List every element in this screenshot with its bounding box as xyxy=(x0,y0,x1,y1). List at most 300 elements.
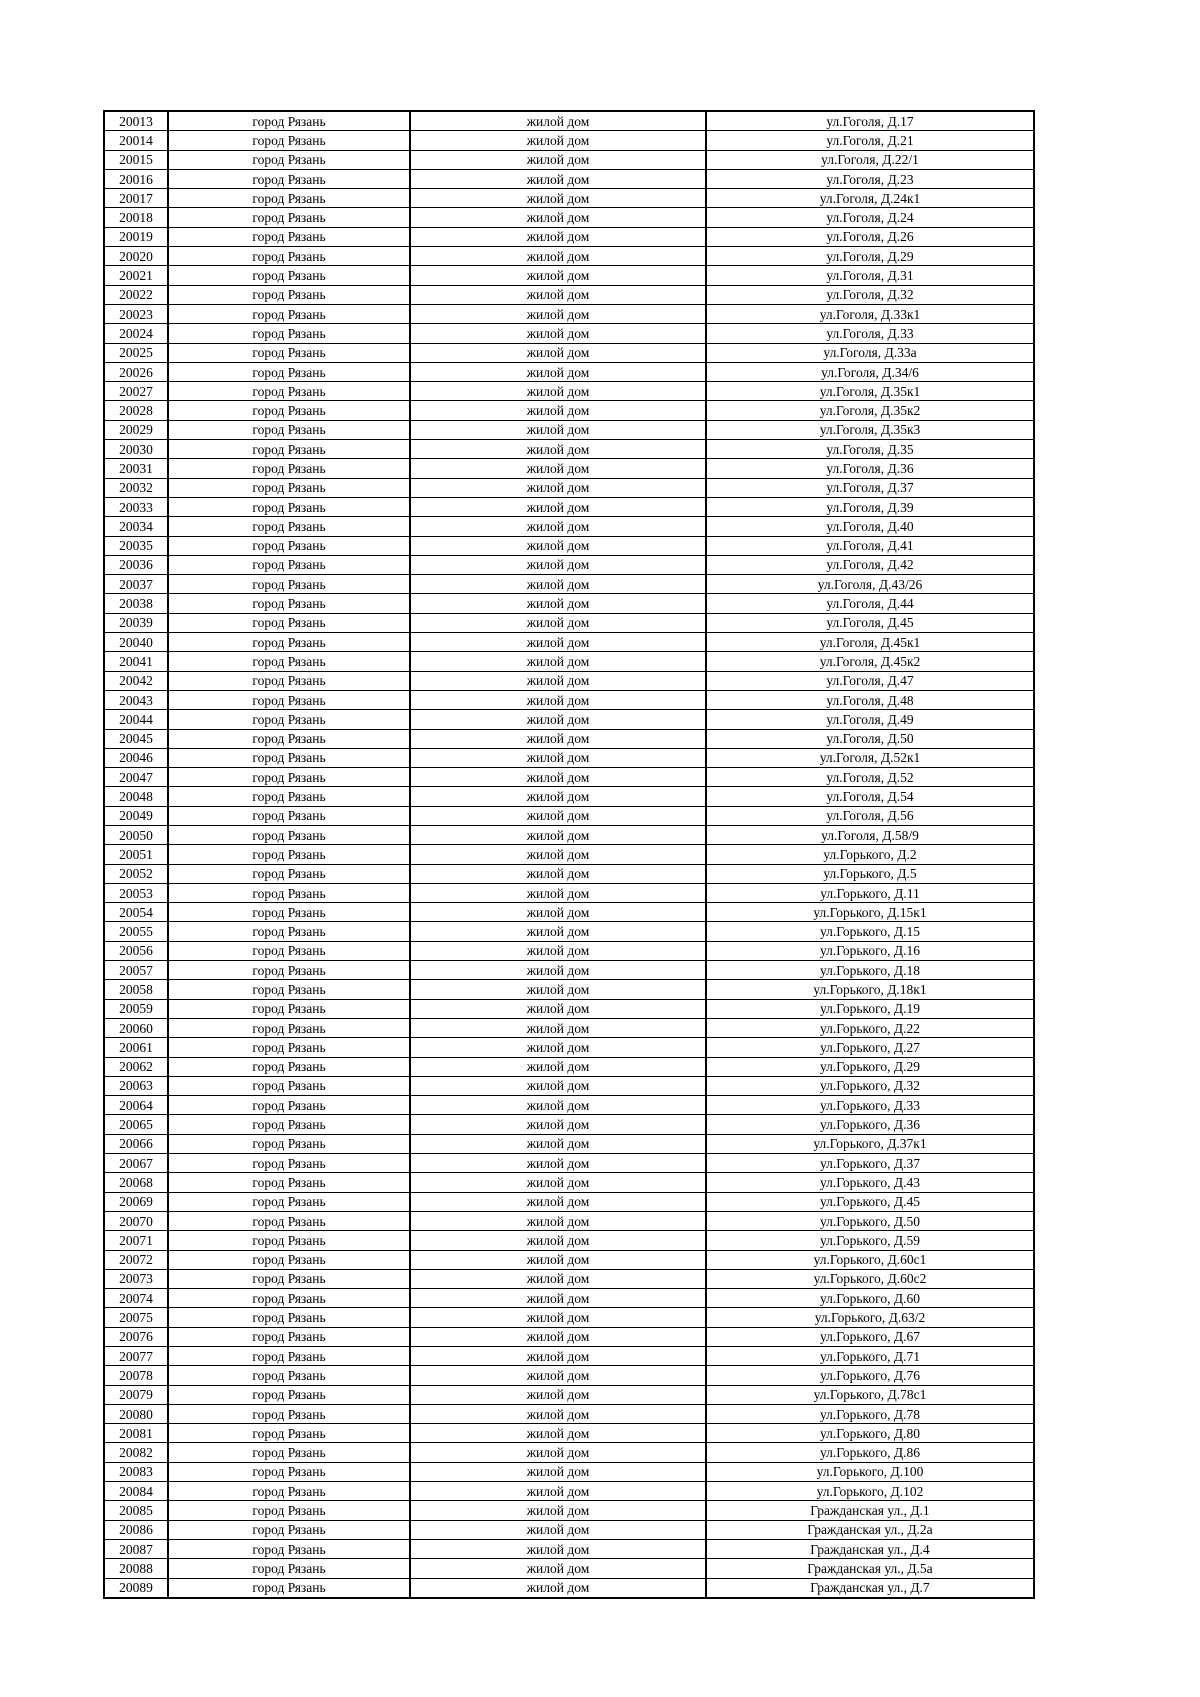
city-cell: город Рязань xyxy=(168,999,410,1018)
building-type-cell: жилой дом xyxy=(410,787,706,806)
record-id-cell: 20013 xyxy=(104,111,168,131)
building-type-cell: жилой дом xyxy=(410,1038,706,1057)
city-cell: город Рязань xyxy=(168,497,410,516)
address-cell: ул.Гоголя, Д.45к1 xyxy=(706,633,1034,652)
record-id-cell: 20079 xyxy=(104,1385,168,1404)
table-row xyxy=(104,883,1034,902)
city-cell: город Рязань xyxy=(168,1038,410,1057)
city-cell: город Рязань xyxy=(168,555,410,574)
table-row xyxy=(104,980,1034,999)
record-id-cell: 20075 xyxy=(104,1308,168,1327)
city-cell: город Рязань xyxy=(168,594,410,613)
table-row xyxy=(104,169,1034,188)
table-row xyxy=(104,285,1034,304)
city-cell: город Рязань xyxy=(168,1076,410,1095)
building-type-cell: жилой дом xyxy=(410,1289,706,1308)
building-type-cell: жилой дом xyxy=(410,1173,706,1192)
table-row xyxy=(104,922,1034,941)
address-cell: Гражданская ул., Д.1 xyxy=(706,1501,1034,1520)
building-type-cell: жилой дом xyxy=(410,690,706,709)
table-row xyxy=(104,401,1034,420)
table-row xyxy=(104,961,1034,980)
address-cell: ул.Гоголя, Д.43/26 xyxy=(706,575,1034,594)
address-cell: ул.Гоголя, Д.35к1 xyxy=(706,382,1034,401)
record-id-cell: 20074 xyxy=(104,1289,168,1308)
address-cell: ул.Горького, Д.15 xyxy=(706,922,1034,941)
registry-table-body xyxy=(104,111,1034,1598)
record-id-cell: 20058 xyxy=(104,980,168,999)
city-cell: город Рязань xyxy=(168,671,410,690)
address-cell: ул.Гоголя, Д.40 xyxy=(706,517,1034,536)
building-type-cell: жилой дом xyxy=(410,517,706,536)
building-type-cell: жилой дом xyxy=(410,1482,706,1501)
table-row xyxy=(104,1211,1034,1230)
address-cell: ул.Гоголя, Д.52к1 xyxy=(706,748,1034,767)
record-id-cell: 20083 xyxy=(104,1462,168,1481)
record-id-cell: 20039 xyxy=(104,613,168,632)
building-type-cell: жилой дом xyxy=(410,652,706,671)
record-id-cell: 20061 xyxy=(104,1038,168,1057)
building-type-cell: жилой дом xyxy=(410,478,706,497)
city-cell: город Рязань xyxy=(168,1134,410,1153)
address-cell: ул.Горького, Д.43 xyxy=(706,1173,1034,1192)
city-cell: город Рязань xyxy=(168,517,410,536)
address-cell: ул.Горького, Д.15к1 xyxy=(706,903,1034,922)
table-row xyxy=(104,497,1034,516)
address-cell: ул.Горького, Д.32 xyxy=(706,1076,1034,1095)
building-type-cell: жилой дом xyxy=(410,420,706,439)
table-row xyxy=(104,652,1034,671)
record-id-cell: 20081 xyxy=(104,1424,168,1443)
building-type-cell: жилой дом xyxy=(410,247,706,266)
record-id-cell: 20054 xyxy=(104,903,168,922)
address-cell: ул.Горького, Д.100 xyxy=(706,1462,1034,1481)
city-cell: город Рязань xyxy=(168,131,410,150)
city-cell: город Рязань xyxy=(168,1211,410,1230)
building-type-cell: жилой дом xyxy=(410,1520,706,1539)
record-id-cell: 20025 xyxy=(104,343,168,362)
table-row xyxy=(104,1559,1034,1578)
record-id-cell: 20068 xyxy=(104,1173,168,1192)
record-id-cell: 20040 xyxy=(104,633,168,652)
address-cell: ул.Горького, Д.16 xyxy=(706,941,1034,960)
city-cell: город Рязань xyxy=(168,266,410,285)
table-row xyxy=(104,1289,1034,1308)
record-id-cell: 20047 xyxy=(104,768,168,787)
address-cell: ул.Гоголя, Д.24 xyxy=(706,208,1034,227)
table-row xyxy=(104,1347,1034,1366)
city-cell: город Рязань xyxy=(168,1462,410,1481)
building-type-cell: жилой дом xyxy=(410,903,706,922)
building-type-cell: жилой дом xyxy=(410,1076,706,1095)
address-cell: ул.Горького, Д.78 xyxy=(706,1404,1034,1423)
table-row xyxy=(104,1501,1034,1520)
record-id-cell: 20016 xyxy=(104,169,168,188)
city-cell: город Рязань xyxy=(168,208,410,227)
address-cell: ул.Гоголя, Д.22/1 xyxy=(706,150,1034,169)
table-row xyxy=(104,343,1034,362)
city-cell: город Рязань xyxy=(168,633,410,652)
building-type-cell: жилой дом xyxy=(410,382,706,401)
building-type-cell: жилой дом xyxy=(410,1385,706,1404)
building-type-cell: жилой дом xyxy=(410,941,706,960)
record-id-cell: 20082 xyxy=(104,1443,168,1462)
table-row xyxy=(104,208,1034,227)
city-cell: город Рязань xyxy=(168,903,410,922)
city-cell: город Рязань xyxy=(168,1404,410,1423)
address-cell: ул.Гоголя, Д.23 xyxy=(706,169,1034,188)
record-id-cell: 20076 xyxy=(104,1327,168,1346)
building-type-cell: жилой дом xyxy=(410,922,706,941)
record-id-cell: 20019 xyxy=(104,227,168,246)
building-type-cell: жилой дом xyxy=(410,555,706,574)
building-type-cell: жилой дом xyxy=(410,1115,706,1134)
record-id-cell: 20021 xyxy=(104,266,168,285)
address-cell: ул.Горького, Д.50 xyxy=(706,1211,1034,1230)
record-id-cell: 20022 xyxy=(104,285,168,304)
record-id-cell: 20032 xyxy=(104,478,168,497)
building-type-cell: жилой дом xyxy=(410,189,706,208)
address-cell: ул.Гоголя, Д.33а xyxy=(706,343,1034,362)
address-cell: ул.Гоголя, Д.26 xyxy=(706,227,1034,246)
record-id-cell: 20048 xyxy=(104,787,168,806)
record-id-cell: 20071 xyxy=(104,1231,168,1250)
city-cell: город Рязань xyxy=(168,1424,410,1443)
city-cell: город Рязань xyxy=(168,710,410,729)
table-row xyxy=(104,382,1034,401)
building-type-cell: жилой дом xyxy=(410,575,706,594)
record-id-cell: 20043 xyxy=(104,690,168,709)
city-cell: город Рязань xyxy=(168,806,410,825)
city-cell: город Рязань xyxy=(168,1482,410,1501)
city-cell: город Рязань xyxy=(168,1154,410,1173)
address-cell: ул.Гоголя, Д.21 xyxy=(706,131,1034,150)
city-cell: город Рязань xyxy=(168,401,410,420)
city-cell: город Рязань xyxy=(168,787,410,806)
city-cell: город Рязань xyxy=(168,941,410,960)
building-type-cell: жилой дом xyxy=(410,1269,706,1288)
record-id-cell: 20017 xyxy=(104,189,168,208)
city-cell: город Рязань xyxy=(168,1018,410,1037)
record-id-cell: 20026 xyxy=(104,362,168,381)
building-type-cell: жилой дом xyxy=(410,613,706,632)
record-id-cell: 20053 xyxy=(104,883,168,902)
record-id-cell: 20080 xyxy=(104,1404,168,1423)
table-row xyxy=(104,1154,1034,1173)
table-row xyxy=(104,227,1034,246)
city-cell: город Рязань xyxy=(168,1192,410,1211)
table-row xyxy=(104,710,1034,729)
city-cell: город Рязань xyxy=(168,1308,410,1327)
table-row xyxy=(104,787,1034,806)
city-cell: город Рязань xyxy=(168,227,410,246)
table-row xyxy=(104,1443,1034,1462)
table-row xyxy=(104,845,1034,864)
table-row xyxy=(104,189,1034,208)
table-row xyxy=(104,594,1034,613)
address-cell: ул.Горького, Д.37 xyxy=(706,1154,1034,1173)
table-row xyxy=(104,1385,1034,1404)
address-cell: ул.Горького, Д.18к1 xyxy=(706,980,1034,999)
city-cell: город Рязань xyxy=(168,1443,410,1462)
city-cell: город Рязань xyxy=(168,883,410,902)
city-cell: город Рязань xyxy=(168,478,410,497)
address-cell: ул.Гоголя, Д.32 xyxy=(706,285,1034,304)
city-cell: город Рязань xyxy=(168,169,410,188)
address-cell: ул.Гоголя, Д.52 xyxy=(706,768,1034,787)
record-id-cell: 20045 xyxy=(104,729,168,748)
table-row xyxy=(104,1231,1034,1250)
city-cell: город Рязань xyxy=(168,729,410,748)
record-id-cell: 20020 xyxy=(104,247,168,266)
record-id-cell: 20062 xyxy=(104,1057,168,1076)
table-row xyxy=(104,1269,1034,1288)
table-row xyxy=(104,478,1034,497)
city-cell: город Рязань xyxy=(168,382,410,401)
record-id-cell: 20070 xyxy=(104,1211,168,1230)
address-cell: ул.Горького, Д.11 xyxy=(706,883,1034,902)
table-row xyxy=(104,768,1034,787)
table-row xyxy=(104,748,1034,767)
table-row xyxy=(104,440,1034,459)
address-cell: ул.Гоголя, Д.36 xyxy=(706,459,1034,478)
address-cell: ул.Гоголя, Д.37 xyxy=(706,478,1034,497)
record-id-cell: 20063 xyxy=(104,1076,168,1095)
record-id-cell: 20029 xyxy=(104,420,168,439)
table-row xyxy=(104,111,1034,131)
building-type-cell: жилой дом xyxy=(410,1366,706,1385)
city-cell: город Рязань xyxy=(168,1578,410,1598)
table-row xyxy=(104,1424,1034,1443)
housing-registry-table xyxy=(103,110,1035,1599)
address-cell: ул.Гоголя, Д.50 xyxy=(706,729,1034,748)
table-row xyxy=(104,729,1034,748)
building-type-cell: жилой дом xyxy=(410,227,706,246)
table-row xyxy=(104,1462,1034,1481)
building-type-cell: жилой дом xyxy=(410,1250,706,1269)
record-id-cell: 20030 xyxy=(104,440,168,459)
table-row xyxy=(104,690,1034,709)
record-id-cell: 20028 xyxy=(104,401,168,420)
address-cell: ул.Горького, Д.86 xyxy=(706,1443,1034,1462)
record-id-cell: 20060 xyxy=(104,1018,168,1037)
table-row xyxy=(104,1308,1034,1327)
building-type-cell: жилой дом xyxy=(410,883,706,902)
address-cell: ул.Горького, Д.67 xyxy=(706,1327,1034,1346)
address-cell: Гражданская ул., Д.4 xyxy=(706,1539,1034,1558)
table-row xyxy=(104,1192,1034,1211)
building-type-cell: жилой дом xyxy=(410,111,706,131)
record-id-cell: 20066 xyxy=(104,1134,168,1153)
address-cell: ул.Гоголя, Д.29 xyxy=(706,247,1034,266)
building-type-cell: жилой дом xyxy=(410,1018,706,1037)
city-cell: город Рязань xyxy=(168,1501,410,1520)
city-cell: город Рязань xyxy=(168,652,410,671)
building-type-cell: жилой дом xyxy=(410,304,706,323)
city-cell: город Рязань xyxy=(168,1231,410,1250)
record-id-cell: 20088 xyxy=(104,1559,168,1578)
table-row xyxy=(104,1076,1034,1095)
building-type-cell: жилой дом xyxy=(410,1096,706,1115)
building-type-cell: жилой дом xyxy=(410,459,706,478)
table-row xyxy=(104,1482,1034,1501)
table-row xyxy=(104,536,1034,555)
city-cell: город Рязань xyxy=(168,459,410,478)
record-id-cell: 20078 xyxy=(104,1366,168,1385)
building-type-cell: жилой дом xyxy=(410,343,706,362)
building-type-cell: жилой дом xyxy=(410,1327,706,1346)
table-row xyxy=(104,1520,1034,1539)
city-cell: город Рязань xyxy=(168,1115,410,1134)
address-cell: ул.Горького, Д.63/2 xyxy=(706,1308,1034,1327)
city-cell: город Рязань xyxy=(168,324,410,343)
record-id-cell: 20069 xyxy=(104,1192,168,1211)
city-cell: город Рязань xyxy=(168,343,410,362)
city-cell: город Рязань xyxy=(168,150,410,169)
record-id-cell: 20064 xyxy=(104,1096,168,1115)
building-type-cell: жилой дом xyxy=(410,1424,706,1443)
building-type-cell: жилой дом xyxy=(410,633,706,652)
city-cell: город Рязань xyxy=(168,247,410,266)
address-cell: ул.Гоголя, Д.48 xyxy=(706,690,1034,709)
table-row xyxy=(104,1115,1034,1134)
table-row xyxy=(104,1404,1034,1423)
table-row xyxy=(104,671,1034,690)
city-cell: город Рязань xyxy=(168,1269,410,1288)
record-id-cell: 20089 xyxy=(104,1578,168,1598)
record-id-cell: 20046 xyxy=(104,748,168,767)
city-cell: город Рязань xyxy=(168,864,410,883)
address-cell: ул.Гоголя, Д.44 xyxy=(706,594,1034,613)
address-cell: ул.Горького, Д.37к1 xyxy=(706,1134,1034,1153)
address-cell: ул.Горького, Д.2 xyxy=(706,845,1034,864)
record-id-cell: 20036 xyxy=(104,555,168,574)
table-row xyxy=(104,555,1034,574)
building-type-cell: жилой дом xyxy=(410,710,706,729)
city-cell: город Рязань xyxy=(168,189,410,208)
building-type-cell: жилой дом xyxy=(410,594,706,613)
city-cell: город Рязань xyxy=(168,362,410,381)
building-type-cell: жилой дом xyxy=(410,1192,706,1211)
building-type-cell: жилой дом xyxy=(410,1404,706,1423)
record-id-cell: 20073 xyxy=(104,1269,168,1288)
table-row xyxy=(104,247,1034,266)
record-id-cell: 20024 xyxy=(104,324,168,343)
table-row xyxy=(104,266,1034,285)
building-type-cell: жилой дом xyxy=(410,324,706,343)
table-row xyxy=(104,420,1034,439)
table-row xyxy=(104,1539,1034,1558)
building-type-cell: жилой дом xyxy=(410,961,706,980)
city-cell: город Рязань xyxy=(168,1366,410,1385)
record-id-cell: 20049 xyxy=(104,806,168,825)
city-cell: город Рязань xyxy=(168,768,410,787)
address-cell: ул.Гоголя, Д.35к2 xyxy=(706,401,1034,420)
table-row xyxy=(104,324,1034,343)
address-cell: ул.Гоголя, Д.35к3 xyxy=(706,420,1034,439)
city-cell: город Рязань xyxy=(168,536,410,555)
table-row xyxy=(104,806,1034,825)
record-id-cell: 20056 xyxy=(104,941,168,960)
address-cell: ул.Гоголя, Д.41 xyxy=(706,536,1034,555)
building-type-cell: жилой дом xyxy=(410,748,706,767)
record-id-cell: 20052 xyxy=(104,864,168,883)
address-cell: ул.Горького, Д.78с1 xyxy=(706,1385,1034,1404)
address-cell: Гражданская ул., Д.2а xyxy=(706,1520,1034,1539)
table-row xyxy=(104,903,1034,922)
building-type-cell: жилой дом xyxy=(410,1443,706,1462)
record-id-cell: 20086 xyxy=(104,1520,168,1539)
address-cell: ул.Горького, Д.36 xyxy=(706,1115,1034,1134)
building-type-cell: жилой дом xyxy=(410,1462,706,1481)
address-cell: ул.Гоголя, Д.49 xyxy=(706,710,1034,729)
table-row xyxy=(104,1038,1034,1057)
city-cell: город Рязань xyxy=(168,922,410,941)
city-cell: город Рязань xyxy=(168,613,410,632)
record-id-cell: 20051 xyxy=(104,845,168,864)
building-type-cell: жилой дом xyxy=(410,1211,706,1230)
address-cell: ул.Горького, Д.60с2 xyxy=(706,1269,1034,1288)
city-cell: город Рязань xyxy=(168,825,410,844)
record-id-cell: 20072 xyxy=(104,1250,168,1269)
record-id-cell: 20018 xyxy=(104,208,168,227)
address-cell: ул.Гоголя, Д.45 xyxy=(706,613,1034,632)
address-cell: ул.Горького, Д.71 xyxy=(706,1347,1034,1366)
record-id-cell: 20042 xyxy=(104,671,168,690)
building-type-cell: жилой дом xyxy=(410,169,706,188)
record-id-cell: 20041 xyxy=(104,652,168,671)
record-id-cell: 20059 xyxy=(104,999,168,1018)
table-row xyxy=(104,825,1034,844)
city-cell: город Рязань xyxy=(168,420,410,439)
record-id-cell: 20027 xyxy=(104,382,168,401)
building-type-cell: жилой дом xyxy=(410,1134,706,1153)
address-cell: ул.Гоголя, Д.31 xyxy=(706,266,1034,285)
city-cell: город Рязань xyxy=(168,1173,410,1192)
address-cell: ул.Горького, Д.60 xyxy=(706,1289,1034,1308)
record-id-cell: 20077 xyxy=(104,1347,168,1366)
record-id-cell: 20033 xyxy=(104,497,168,516)
address-cell: ул.Горького, Д.18 xyxy=(706,961,1034,980)
table-row xyxy=(104,1327,1034,1346)
building-type-cell: жилой дом xyxy=(410,401,706,420)
table-row xyxy=(104,1134,1034,1153)
address-cell: ул.Гоголя, Д.34/6 xyxy=(706,362,1034,381)
building-type-cell: жилой дом xyxy=(410,1154,706,1173)
address-cell: ул.Гоголя, Д.35 xyxy=(706,440,1034,459)
address-cell: ул.Горького, Д.60с1 xyxy=(706,1250,1034,1269)
record-id-cell: 20044 xyxy=(104,710,168,729)
table-row xyxy=(104,575,1034,594)
address-cell: ул.Гоголя, Д.58/9 xyxy=(706,825,1034,844)
record-id-cell: 20038 xyxy=(104,594,168,613)
city-cell: город Рязань xyxy=(168,1289,410,1308)
record-id-cell: 20065 xyxy=(104,1115,168,1134)
record-id-cell: 20031 xyxy=(104,459,168,478)
table-row xyxy=(104,459,1034,478)
city-cell: город Рязань xyxy=(168,1096,410,1115)
address-cell: ул.Горького, Д.22 xyxy=(706,1018,1034,1037)
address-cell: ул.Горького, Д.33 xyxy=(706,1096,1034,1115)
table-row xyxy=(104,1366,1034,1385)
city-cell: город Рязань xyxy=(168,111,410,131)
building-type-cell: жилой дом xyxy=(410,131,706,150)
building-type-cell: жилой дом xyxy=(410,536,706,555)
building-type-cell: жилой дом xyxy=(410,285,706,304)
record-id-cell: 20023 xyxy=(104,304,168,323)
table-row xyxy=(104,1250,1034,1269)
table-row xyxy=(104,941,1034,960)
